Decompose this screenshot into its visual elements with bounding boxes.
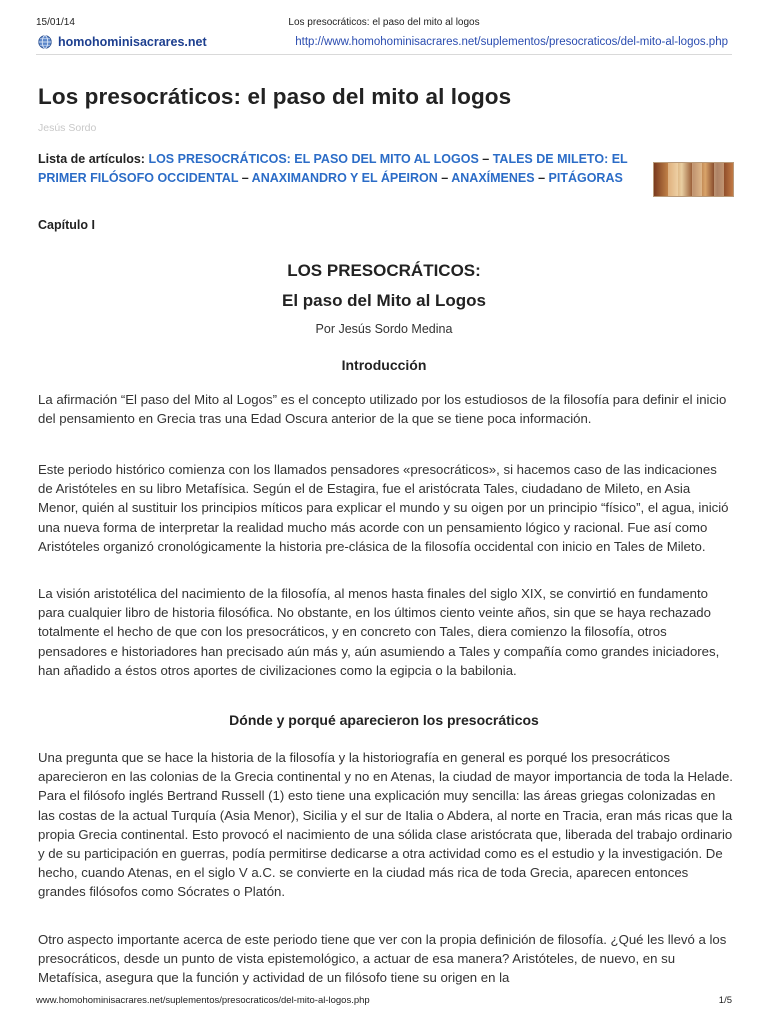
print-footer xyxy=(36,995,732,1007)
article-list-label: Lista de artículos: xyxy=(38,152,149,166)
article-link-pitagoras[interactable]: PITÁGORAS xyxy=(548,171,623,185)
article-link-presocraticos[interactable]: LOS PRESOCRÁTICOS: EL PASO DEL MITO AL LOGOS xyxy=(148,152,479,166)
paragraph-1: La afirmación “El paso del Mito al Logos” es el concepto utilizado por los estudiosos de la filosofía para definir el inicio del pensamiento en Grecia tras una Edad Oscura anterior de la que se tiene poca información. xyxy=(38,392,727,427)
section-title-donde-porque: Dónde y porqué aparecieron los presocráticos xyxy=(229,712,539,728)
globe-icon xyxy=(38,35,52,49)
paragraph-3: La visión aristotélica del nacimiento de la filosofía, al menos hasta finales del siglo XIX, se convirtió en fundamento para cualquier libro de historia filosófica. No obstante, en los últimos ciento veinte años, sin que se haya rechazado totalmente el hecho de que con los presocráticos, y en concreto con Tales, diera comienzo la filosofía, otros pensadores e historiadores han precisado aún más y, aún asumiendo a Tales y compañía como grandes iniciadores, han añadido a éstos otros aportes de civilizaciones como la egipcia o la babilonia. xyxy=(38,586,720,678)
print-header xyxy=(36,17,732,31)
separator: – xyxy=(478,152,493,166)
paragraph-2: Este periodo histórico comienza con los llamados pensadores «presocráticos», si hacemos caso de las indicaciones de Aristóteles en su libro Metafísica. Según el de Estagira, fue el aristócrata Tales, ciudadano de Mileto, en Asia Menor, quién al sustituir los principios míticos para explicar el mundo y su oigen por un principio “físico”, el agua, inició una nueva forma de interpretar la realidad mucho más acorde con un pensamiento lógico y racional. Fue así como Aristóteles organizó cronológicamente la historia pre-clásica de la filosofía occidental con inicio en Tales de Mileto. xyxy=(38,462,729,554)
article-list xyxy=(38,150,638,188)
separator: – xyxy=(437,171,452,185)
article-link-anaximandro[interactable]: ANAXIMANDRO Y EL ÁPEIRON xyxy=(251,171,438,185)
site-url-link[interactable]: http://www.homohominisacrares.net/suplementos/presocraticos/del-mito-al-logos.php xyxy=(295,36,728,48)
site-name-link[interactable]: homohominisacrares.net xyxy=(58,35,207,49)
section-title-introduccion: Introducción xyxy=(341,357,427,373)
byline: Por Jesús Sordo Medina xyxy=(315,322,453,336)
article-heading-line2: El paso del Mito al Logos xyxy=(281,291,487,310)
article-link-anaximenes[interactable]: ANAXÍMENES xyxy=(451,171,535,185)
article-thumbnail-image[interactable] xyxy=(653,162,734,197)
article-link-tales[interactable]: TALES DE MILETO: EL PRIMER FILÓSOFO OCCIDENTAL xyxy=(38,152,628,185)
site-row xyxy=(36,34,732,52)
print-title: Los presocráticos: el paso del mito al logos xyxy=(288,17,480,28)
paragraph-5: Otro aspecto importante acerca de este periodo tiene que ver con la propia definición de filosofía. ¿Qué les llevó a los presocráticos, desde un punto de vista epistemológico, a actuar de esa manera? Aristóteles, de nuevo, en su Metafísica, asegura que la función y actividad de un filósofo tiene su origen en la xyxy=(38,932,727,986)
chapter-label: Capítulo I xyxy=(38,218,95,232)
header-divider xyxy=(36,54,732,55)
footer-url: www.homohominisacrares.net/suplementos/presocraticos/del-mito-al-logos.php xyxy=(36,995,370,1006)
article-heading xyxy=(0,256,768,316)
print-date: 15/01/14 xyxy=(36,17,75,28)
author-name: Jesús Sordo xyxy=(38,122,97,134)
article-heading-line1: LOS PRESOCRÁTICOS: xyxy=(287,261,481,280)
page-number: 1/5 xyxy=(718,995,732,1006)
separator: – xyxy=(238,171,252,185)
page-title: Los presocráticos: el paso del mito al logos xyxy=(38,84,512,109)
paragraph-4: Una pregunta que se hace la historia de la filosofía y la historiografía en general es porqué los presocráticos aparecieron en las colonias de la Grecia continental y no en Atenas, la ciudad de mayor importancia de toda la Helade. Para el filósofo inglés Bertrand Russell (1) esto tiene una explicación muy sencilla: las áreas griegas colonizadas en las costas de la actual Turquía (Asia Menor), Sicilia y el sur de Italia o Abdera, al norte en Tracia, eran más ricas que la propia Grecia continental. Esto provocó el nacimiento de una sólida clase aristócrata que, liberada del trabajo ordinario y de su participación en guerras, podía permitirse dedicarse a otra actividad como es el estudio y la investigación. De hecho, cuando Atenas, en el siglo V a.C. se convierte en la ciudad más rica de toda Grecia, aparecen entonces grandes filósofos como Sócrates o Platón. xyxy=(38,750,733,900)
separator: – xyxy=(534,171,549,185)
